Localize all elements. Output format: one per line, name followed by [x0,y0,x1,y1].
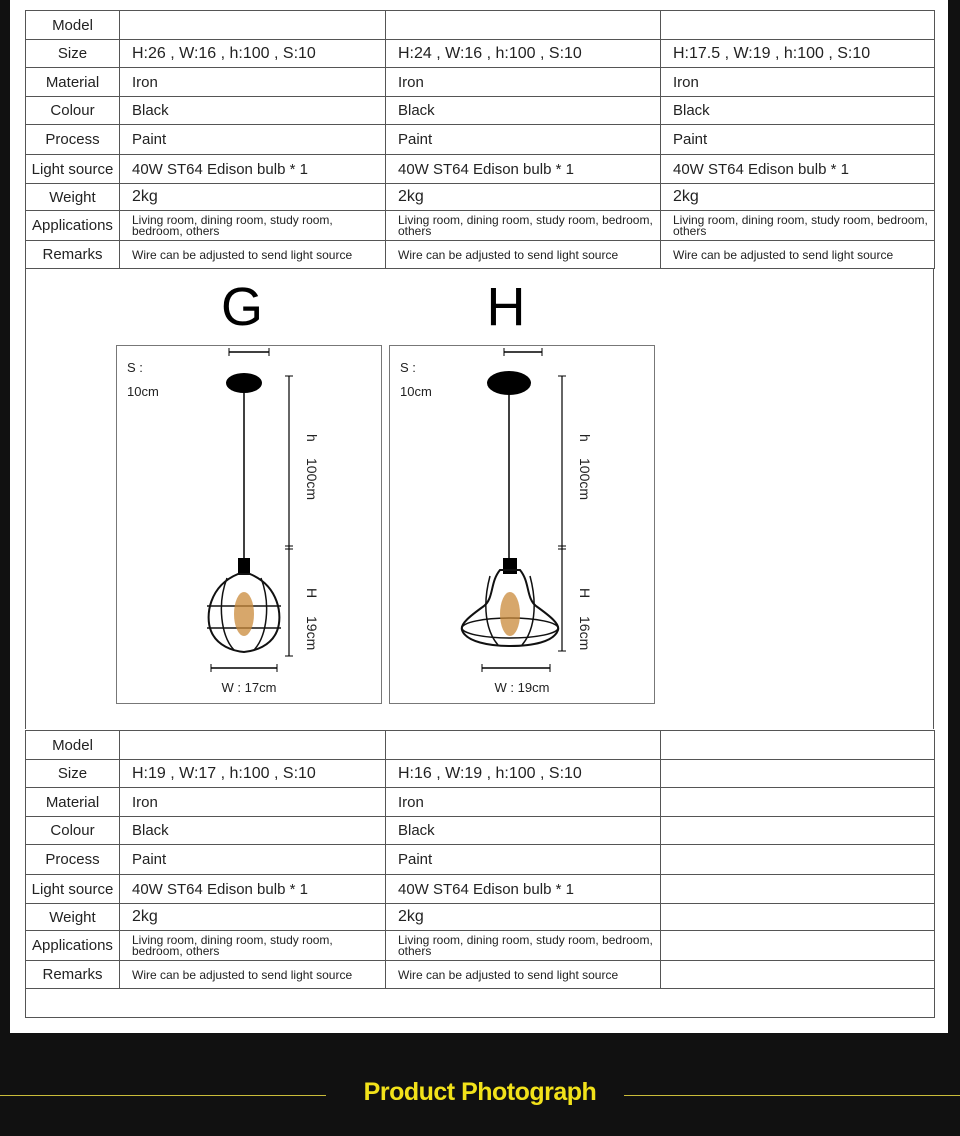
label-size: Size [26,760,120,788]
row-weight [26,184,935,211]
cell-weight: 2kg [386,184,661,211]
cell-process: Paint [386,845,661,875]
cell-light-source: 40W ST64 Edison bulb * 1 [120,875,386,904]
h-value: 100cm [304,458,320,501]
row-applications [26,211,935,241]
cell-empty [661,817,935,845]
cell-material: Iron [661,68,935,97]
row-material [26,788,935,817]
label-light-source: Light source [26,155,120,184]
cell-model [661,11,935,40]
label-model: Model [26,11,120,40]
label-light-source: Light source [26,875,120,904]
row-weight [26,904,935,931]
cell-model [386,731,661,760]
cell-size: H:16 , W:19 , h:100 , S:10 [386,760,661,788]
s-value: 10cm [127,384,159,399]
cell-material: Iron [120,68,386,97]
cell-colour: Black [120,817,386,845]
label-material: Material [26,788,120,817]
cell-remarks: Wire can be adjusted to send light source [386,961,661,989]
ceiling-canopy-icon [487,371,531,395]
w-label: W : 17cm [221,680,277,695]
cell-colour: Black [661,97,935,125]
cell-weight: 2kg [120,904,386,931]
cell-remarks: Wire can be adjusted to send light source [120,961,386,989]
dimension-panel-g [116,345,382,704]
row-process [26,125,935,155]
row-process [26,845,935,875]
cell-size: H:24 , W:16 , h:100 , S:10 [386,40,661,68]
dimension-panel-h [389,345,655,704]
row-colour [26,97,935,125]
h-value: 100cm [577,458,593,501]
row-size [26,760,935,788]
cell-light-source: 40W ST64 Edison bulb * 1 [386,155,661,184]
cell-material: Iron [386,788,661,817]
cell-applications: Living room, dining room, study room, bedroom, others [661,211,935,241]
edison-bulb-icon [500,592,520,636]
label-applications: Applications [26,211,120,241]
cell-process: Paint [120,845,386,875]
label-process: Process [26,125,120,155]
row-colour [26,817,935,845]
cell-size: H:26 , W:16 , h:100 , S:10 [120,40,386,68]
big-h-label: H [304,588,320,599]
row-applications [26,931,935,961]
label-size: Size [26,40,120,68]
cell-applications: Living room, dining room, study room, bedroom, others [120,211,386,241]
row-model [26,11,935,40]
cell-empty [661,875,935,904]
big-h-value: 19cm [304,616,320,651]
row-remarks [26,961,935,989]
cell-model [386,11,661,40]
cell-empty [661,845,935,875]
label-weight: Weight [26,184,120,211]
row-material [26,68,935,97]
section-title: Product Photograph [363,1078,597,1106]
pendant-lamp-g-drawing [117,346,381,703]
cell-colour: Black [386,817,661,845]
cell-light-source: 40W ST64 Edison bulb * 1 [386,875,661,904]
big-h-value: 16cm [577,616,593,651]
cell-colour: Black [120,97,386,125]
cell-material: Iron [120,788,386,817]
cell-empty [661,961,935,989]
label-process: Process [26,845,120,875]
row-empty [26,989,935,1018]
ceiling-canopy-icon [226,373,262,393]
footer-divider-right [624,1095,960,1096]
label-colour: Colour [26,97,120,125]
s-value: 10cm [400,384,432,399]
cell-empty [661,788,935,817]
cell-empty [661,931,935,961]
label-colour: Colour [26,817,120,845]
cell-applications: Living room, dining room, study room, bedroom, others [386,931,661,961]
cell-colour: Black [386,97,661,125]
w-label: W : 19cm [494,680,550,695]
big-h-label: H [577,588,593,599]
cell-process: Paint [661,125,935,155]
label-model: Model [26,731,120,760]
cell-weight: 2kg [386,904,661,931]
cell-material: Iron [386,68,661,97]
cell-model [120,11,386,40]
spec-table-bottom [25,730,935,1018]
cell-process: Paint [386,125,661,155]
cell-weight: 2kg [661,184,935,211]
label-remarks: Remarks [26,241,120,269]
cell-size: H:19 , W:17 , h:100 , S:10 [120,760,386,788]
cell-empty [661,760,935,788]
label-applications: Applications [26,931,120,961]
cell-weight: 2kg [120,184,386,211]
label-weight: Weight [26,904,120,931]
spec-table-top [25,10,935,269]
cell-process: Paint [120,125,386,155]
row-remarks [26,241,935,269]
h-label: h [304,434,320,442]
cell-remarks: Wire can be adjusted to send light source [661,241,935,269]
row-light-source [26,875,935,904]
row-size [26,40,935,68]
cell-applications: Living room, dining room, study room, bedroom, others [386,211,661,241]
label-material: Material [26,68,120,97]
cell-light-source: 40W ST64 Edison bulb * 1 [120,155,386,184]
s-label: S : [400,360,416,375]
cell-light-source: 40W ST64 Edison bulb * 1 [661,155,935,184]
cell-empty [661,904,935,931]
product-letter-g: G [220,277,263,337]
cell-empty [26,989,935,1018]
pendant-lamp-h-drawing [390,346,654,703]
s-label: S : [127,360,143,375]
edison-bulb-icon [234,592,254,636]
label-remarks: Remarks [26,961,120,989]
product-letter-h: H [486,277,526,337]
cell-model [120,731,386,760]
cell-remarks: Wire can be adjusted to send light source [386,241,661,269]
row-model [26,731,935,760]
h-label: h [577,434,593,442]
cell-model [661,731,935,760]
cell-remarks: Wire can be adjusted to send light source [120,241,386,269]
cell-applications: Living room, dining room, study room, bedroom, others [120,931,386,961]
footer-divider-left [0,1095,326,1096]
row-light-source [26,155,935,184]
cell-size: H:17.5 , W:19 , h:100 , S:10 [661,40,935,68]
